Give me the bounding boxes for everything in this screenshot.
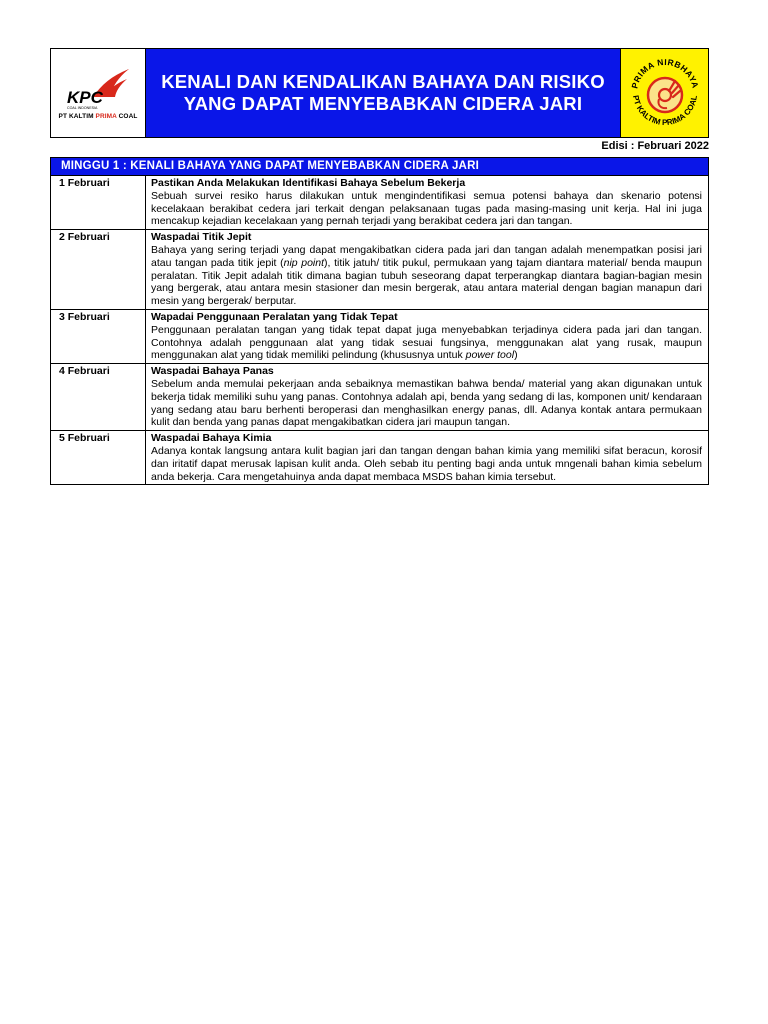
svg-text:PRIMA NIRBHAYA: PRIMA NIRBHAYA bbox=[628, 56, 701, 90]
row-title: Pastikan Anda Melakukan Identifikasi Bahaya Sebelum Bekerja bbox=[151, 177, 466, 189]
row-title: Waspadai Bahaya Kimia bbox=[151, 432, 272, 445]
kpc-logo bbox=[51, 49, 146, 137]
row-date: 3 Februari bbox=[51, 310, 146, 363]
row-title: Waspadai Titik Jepit bbox=[151, 231, 252, 244]
row-body: Sebuah survei resiko harus dilakukan untuk mengindentifikasi semua potensi bahaya dan skenario potensi kecelakaan berakibat cedera jari terkait dengan pelaksanaan tugas pada masing-masing unit kerja. Hal ini juga mencakup kejadian kecelakaan yang pernah terjadi yang berakibat cedera jari dan tangan. bbox=[151, 189, 702, 228]
row-body: Penggunaan peralatan tangan yang tidak tepat dapat juga menyebabkan terjadinya cidera pada jari dan tangan. Contohnya adalah penggunaan alat yang tidak sesuai fungsinya, menggunakan alat yang rusak, maupun menggunakan alat yang tidak memiliki pelindung (khususnya untuk power tool) bbox=[151, 323, 702, 362]
row-date: 4 Februari bbox=[51, 364, 146, 430]
row-content bbox=[146, 431, 708, 484]
row-body: Bahaya yang sering terjadi yang dapat mengakibatkan cidera pada jari dan tangan adalah menempatkan posisi jari atau tangan pada titik jepit (nip point), titik jatuh/ titik pukul, permukaan yang tajam diantara material/ benda maupun peralatan. Titik Jepit adalah titik dimana bagian tubuh seseorang dapat terperangkap diantara bagian-bagian mesin yang bergerak, atau antara mesin stasioner dan mesin bergerak, atau antara material dengan bagian manapun dari mesin yang bergerak/ berputar. bbox=[151, 243, 702, 308]
table-row bbox=[51, 364, 708, 431]
svg-text:COAL INDONESIA: COAL INDONESIA bbox=[67, 105, 98, 110]
header-banner bbox=[50, 48, 709, 138]
svg-text:KPC: KPC bbox=[67, 87, 103, 107]
kpc-logo-icon bbox=[63, 67, 133, 111]
table-row bbox=[51, 431, 708, 484]
table-row bbox=[51, 230, 708, 310]
row-content bbox=[146, 230, 708, 309]
company-name: PT KALTIM PRIMA COAL bbox=[58, 112, 138, 120]
row-body-emphasis: nip point bbox=[283, 256, 325, 269]
row-body: Sebelum anda memulai pekerjaan anda sebaiknya memastikan bahwa benda/ material yang akan digunakan untuk bekerja tidak memiliki suhu yang panas. Contohnya adalah api, benda yang sedang di las, komponen unit/ kendaraan yang sedang atau baru berhenti beroperasi dan menghasilkan energy panas, dll. Adanya kontak antara permukaan kulit dan benda yang panas dapat mengakibatkan cidera jari maupun tangan. bbox=[151, 377, 702, 429]
svg-text:PT KALTIM PRIMA COAL: PT KALTIM PRIMA COAL bbox=[630, 94, 699, 128]
row-body-emphasis: power tool bbox=[465, 349, 515, 362]
row-content bbox=[146, 364, 708, 430]
table-heading: MINGGU 1 : KENALI BAHAYA YANG DAPAT MENYEBABKAN CIDERA JARI bbox=[51, 158, 708, 176]
row-title: Wapadai Penggunaan Peralatan yang Tidak Tepat bbox=[151, 310, 398, 323]
table-row bbox=[51, 310, 708, 364]
row-date: 1 Februari bbox=[51, 176, 146, 229]
document-title bbox=[146, 49, 621, 137]
row-content bbox=[146, 310, 708, 363]
row-title: Waspadai Bahaya Panas bbox=[151, 365, 274, 378]
title-line-2: YANG DAPAT MENYEBABKAN CIDERA JARI bbox=[183, 93, 583, 114]
row-date: 2 Februari bbox=[51, 230, 146, 309]
title-line-1: KENALI DAN KENDALIKAN BAHAYA DAN RISIKO bbox=[161, 71, 605, 92]
row-content bbox=[146, 176, 708, 229]
edition-label: Edisi : Februari 2022 bbox=[601, 140, 709, 152]
prima-nirbhaya-seal-icon bbox=[623, 51, 707, 135]
prima-nirbhaya-badge bbox=[621, 49, 708, 137]
weekly-hazard-table bbox=[50, 157, 709, 485]
row-date: 5 Februari bbox=[51, 431, 146, 484]
row-body: Adanya kontak langsung antara kulit bagian jari dan tangan dengan bahan kimia yang memiliki sifat beracun, korosif dan iritatif dapat merusak lapisan kulit anda. Oleh sebab itu penting bagi anda untuk mngenali bahan kimia sebelum anda bekerja. Cara mengetahuinya anda dapat membaca MSDS bahan kimia tersebut. bbox=[151, 444, 702, 483]
table-row bbox=[51, 176, 708, 230]
